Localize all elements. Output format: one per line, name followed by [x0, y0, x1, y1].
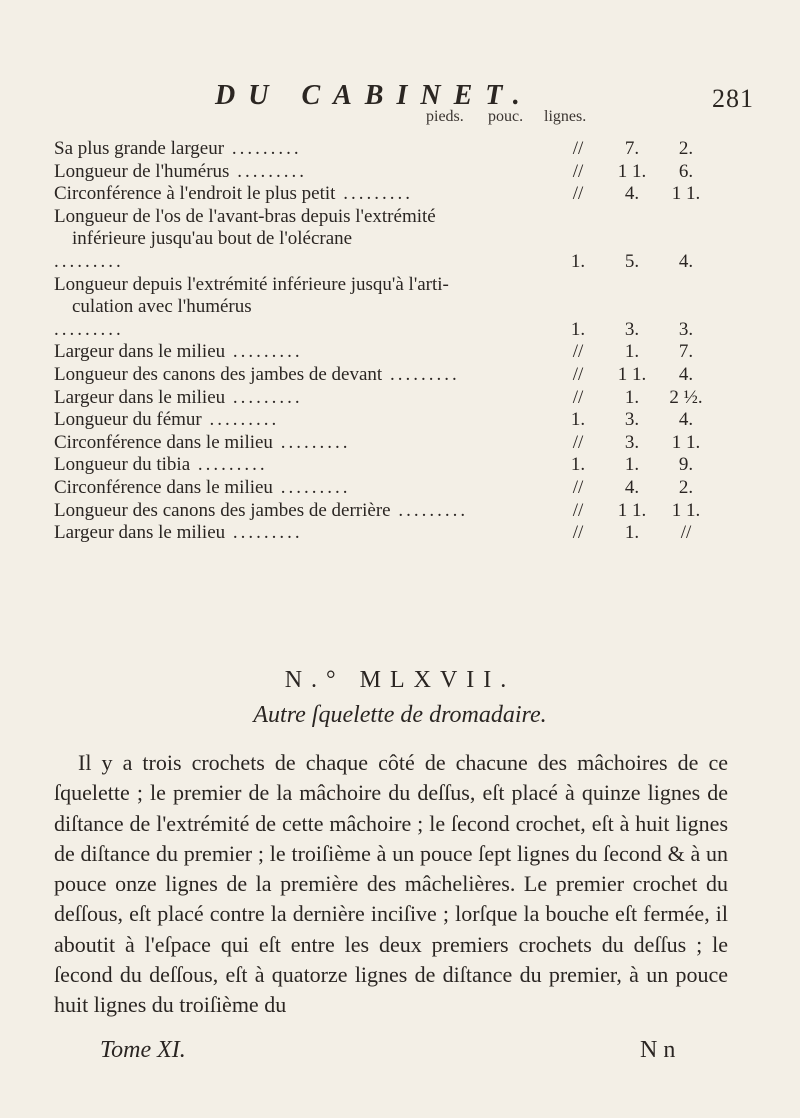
measurement-label-line: Circonférence dans le milieu	[54, 431, 273, 453]
value-pouces: 4.	[624, 183, 640, 205]
header-lignes: lignes.	[544, 108, 587, 125]
measurement-values	[534, 252, 774, 274]
value-pieds: //	[572, 386, 584, 408]
column-headers	[0, 108, 800, 130]
measurement-label-line: Longueur de l'humérus	[54, 160, 230, 182]
value-pouces: 3.	[624, 318, 640, 340]
plate-number: N.° MLXVII.	[284, 667, 516, 693]
measurement-label	[54, 477, 474, 500]
measurement-values	[534, 161, 774, 183]
header-pouces: pouc.	[488, 108, 524, 125]
measurement-row	[54, 454, 774, 477]
value-lignes: 6.	[678, 160, 694, 182]
measurement-label	[54, 409, 474, 432]
value-pieds: //	[572, 522, 584, 544]
value-lignes: 2 ½.	[669, 386, 703, 408]
measurement-values	[534, 387, 774, 409]
measurement-label-line: Sa plus grande largeur	[54, 138, 225, 159]
value-lignes: 4.	[678, 363, 694, 385]
measurement-label	[54, 364, 474, 387]
measurement-label-line: Longueur de l'os de l'avant-bras depuis l'extrémité	[54, 205, 436, 227]
measurement-values	[534, 342, 774, 364]
value-pieds: //	[572, 476, 584, 498]
value-lignes: 1 1.	[671, 499, 701, 521]
value-lignes: 7.	[678, 341, 694, 363]
measurement-row	[54, 409, 774, 432]
measurement-row	[54, 206, 774, 274]
measurement-label	[54, 454, 474, 477]
measurement-values	[534, 184, 774, 206]
measurement-label-line: Largeur dans le milieu	[54, 341, 226, 363]
value-pieds: //	[572, 431, 584, 453]
measurement-label-line: culation avec l'humérus	[72, 296, 252, 318]
measurement-row	[54, 161, 774, 184]
value-lignes: 1 1.	[671, 431, 701, 453]
measurement-table	[54, 138, 774, 545]
measurement-values	[534, 478, 774, 500]
dot-leader: .........	[272, 431, 351, 453]
dot-leader: .........	[225, 522, 303, 544]
measurement-label	[54, 522, 474, 545]
value-pouces: 1 1.	[617, 363, 647, 385]
measurement-row	[54, 183, 774, 206]
measurement-label-line: Longueur du fémur	[54, 409, 202, 431]
page-footer	[0, 1037, 800, 1067]
value-pouces: 5.	[624, 250, 640, 272]
value-pieds: //	[572, 341, 584, 363]
measurement-row	[54, 364, 774, 387]
measurement-label	[54, 206, 474, 274]
measurement-label-line: Largeur dans le milieu	[54, 522, 226, 544]
measurement-values	[534, 432, 774, 454]
value-lignes: 3.	[678, 318, 694, 340]
value-pieds: //	[572, 499, 584, 521]
dot-leader: .........	[225, 386, 303, 408]
value-pieds: //	[572, 138, 584, 159]
dot-leader: .........	[390, 499, 469, 521]
dot-leader: .........	[225, 341, 303, 363]
paragraph: Il y a trois crochets de chaque côté de chacune des mâchoires de ce ſquelette ; le premier de la mâchoire du deſſus, eſt placé à quinze lignes de diſtance de l'extrémité de cette mâchoire ; le ſecond crochet, eſt à huit lignes de diſtance du premier ; le troiſième à un pouce ſept lignes du ſecond & à un pouce onze lignes de la première des mâchelières. Le premier crochet du deſſous, eſt placé contre la dernière inciſive ; lorſque la bouche eſt fermée, il aboutit à l'eſpace qui eſt entre les deux premiers crochets du deſſus ; le ſecond du deſſous, eſt à quatorze lignes de diſtance du premier, à un pouce huit lignes du troiſième du	[54, 750, 728, 1018]
value-lignes: 9.	[678, 454, 694, 476]
header-pieds: pieds.	[426, 108, 464, 125]
value-lignes: 2.	[678, 138, 694, 159]
measurement-values	[534, 523, 774, 545]
measurement-label	[54, 500, 474, 523]
dot-leader: .........	[224, 138, 302, 159]
measurement-label	[54, 161, 474, 184]
value-pouces: 7.	[624, 138, 640, 159]
measurement-values	[534, 365, 774, 387]
measurement-row	[54, 522, 774, 545]
value-pouces: 4.	[624, 476, 640, 498]
dot-leader: .........	[54, 250, 124, 272]
value-pieds: 1.	[570, 454, 586, 476]
measurement-label-line: Longueur des canons des jambes de devant	[54, 363, 383, 385]
value-pieds: 1.	[570, 318, 586, 340]
measurement-values	[534, 455, 774, 477]
dot-leader: .........	[272, 476, 351, 498]
measurement-label-line: Circonférence à l'endroit le plus petit	[54, 183, 336, 205]
measurement-label-line: Longueur des canons des jambes de derrière	[54, 499, 391, 521]
body-text	[54, 748, 728, 1021]
measurement-row	[54, 432, 774, 455]
measurement-label	[54, 432, 474, 455]
value-pouces: 1 1.	[617, 160, 647, 182]
page-number: 281	[712, 84, 754, 113]
dot-leader: .........	[335, 183, 413, 205]
dot-leader: .........	[190, 454, 268, 476]
measurement-label-line: Circonférence dans le milieu	[54, 476, 273, 498]
measurement-label	[54, 138, 474, 161]
value-lignes: //	[680, 522, 692, 544]
value-lignes: 4.	[678, 250, 694, 272]
value-pouces: 1.	[624, 454, 640, 476]
measurement-label-line: inférieure jusqu'au bout de l'olécrane	[72, 228, 353, 250]
dot-leader: .........	[201, 409, 280, 431]
measurement-row	[54, 477, 774, 500]
dot-leader: .........	[54, 318, 124, 340]
measurement-row	[54, 500, 774, 523]
measurement-values	[534, 410, 774, 432]
measurement-label	[54, 183, 474, 206]
signature-mark: N n	[640, 1037, 676, 1063]
section-subtitle: Autre ſquelette de dromadaire.	[253, 702, 547, 728]
value-pieds: //	[572, 160, 584, 182]
measurement-label-line: Longueur depuis l'extrémité inférieure jusqu'à l'arti-	[54, 273, 449, 295]
measurement-row	[54, 274, 774, 342]
value-lignes: 1 1.	[671, 183, 701, 205]
value-lignes: 2.	[678, 476, 694, 498]
value-pieds: //	[572, 183, 584, 205]
measurement-values	[534, 500, 774, 522]
measurement-label-line: Largeur dans le milieu	[54, 386, 226, 408]
value-pouces: 3.	[624, 431, 640, 453]
measurement-row	[54, 138, 774, 161]
dot-leader: .........	[382, 363, 460, 385]
value-pouces: 1.	[624, 386, 640, 408]
running-title: DU CABINET.	[215, 80, 533, 111]
volume-label: Tome XI.	[100, 1037, 186, 1063]
measurement-values	[534, 319, 774, 341]
measurement-label	[54, 341, 474, 364]
value-pouces: 3.	[624, 409, 640, 431]
measurement-row	[54, 387, 774, 410]
value-pieds: 1.	[570, 409, 586, 431]
measurement-label-line: Longueur du tibia	[54, 454, 191, 476]
value-pieds: 1.	[570, 250, 586, 272]
measurement-label	[54, 274, 474, 342]
value-pouces: 1.	[624, 341, 640, 363]
value-pouces: 1.	[624, 522, 640, 544]
value-lignes: 4.	[678, 409, 694, 431]
measurement-row	[54, 341, 774, 364]
measurement-values	[534, 139, 774, 161]
dot-leader: .........	[229, 160, 307, 182]
measurement-label	[54, 387, 474, 410]
value-pieds: //	[572, 363, 584, 385]
value-pouces: 1 1.	[617, 499, 647, 521]
